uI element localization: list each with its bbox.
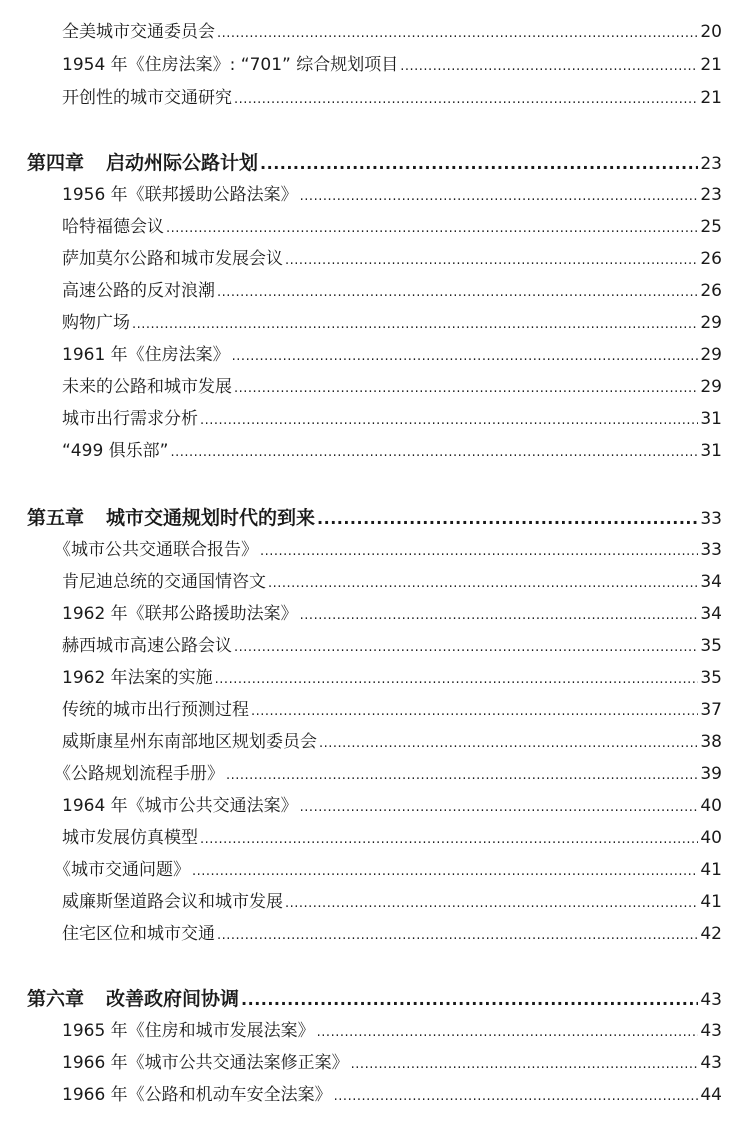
dot-leader [217, 281, 698, 301]
toc-entry-page: 41 [700, 860, 722, 880]
toc-entry-page: 35 [700, 636, 722, 656]
toc-entry[interactable] [0, 244, 750, 272]
chapter-title: 城市交通规划时代的到来 [106, 507, 316, 529]
toc-entry[interactable] [0, 855, 750, 883]
toc-entry-title: 《城市公共交通联合报告》 [54, 540, 258, 560]
dot-leader [260, 152, 698, 174]
toc-entry-title: 传统的城市出行预测过程 [62, 700, 249, 720]
toc-entry-page: 38 [700, 732, 722, 752]
toc-entry-page: 35 [700, 668, 722, 688]
dot-leader [217, 22, 698, 42]
toc-entry[interactable] [0, 599, 750, 627]
toc-entry[interactable] [0, 567, 750, 595]
toc-entry-page: 29 [700, 313, 722, 333]
toc-entry-page: 26 [700, 249, 722, 269]
chapter-heading[interactable] [0, 503, 750, 531]
toc-entry-title: 高速公路的反对浪潮 [62, 281, 215, 301]
toc-entry[interactable] [0, 663, 750, 691]
toc-entry-title: 全美城市交通委员会 [62, 22, 215, 42]
chapter-page: 33 [700, 509, 722, 529]
toc-entry-page: 44 [700, 1085, 722, 1105]
toc-entry[interactable] [0, 695, 750, 723]
dot-leader [192, 860, 698, 880]
toc-entry-page: 34 [700, 604, 722, 624]
chapter-label: 第五章 [27, 507, 85, 529]
chapter-label: 第六章 [27, 988, 85, 1010]
dot-leader [260, 540, 698, 560]
toc-entry[interactable] [0, 50, 750, 78]
dot-leader [319, 732, 698, 752]
dot-leader [226, 764, 698, 784]
dot-leader [300, 796, 699, 816]
toc-entry-title: 1966 年《公路和机动车安全法案》 [62, 1085, 332, 1105]
toc-entry[interactable] [0, 276, 750, 304]
toc-entry-title: 住宅区位和城市交通 [62, 924, 215, 944]
toc-entry-title: 《城市交通问题》 [54, 860, 190, 880]
toc-entry-title: 城市出行需求分析 [62, 409, 198, 429]
dot-leader [217, 924, 698, 944]
dot-leader [285, 892, 698, 912]
toc-entry-page: 40 [700, 796, 722, 816]
toc-entry-page: 21 [700, 55, 722, 75]
toc-entry-title: 1964 年《城市公共交通法案》 [62, 796, 298, 816]
chapter-heading[interactable] [0, 984, 750, 1012]
toc-entry-page: 34 [700, 572, 722, 592]
chapter-heading[interactable] [0, 148, 750, 176]
toc-entry-page: 26 [700, 281, 722, 301]
toc-entry-title: 赫西城市高速公路会议 [62, 636, 232, 656]
toc-entry-title: 1966 年《城市公共交通法案修正案》 [62, 1053, 349, 1073]
toc-entry-title: 1956 年《联邦援助公路法案》 [62, 185, 298, 205]
toc-entry[interactable] [0, 727, 750, 755]
toc-entry-title: 1961 年《住房法案》 [62, 345, 230, 365]
toc-entry-page: 37 [700, 700, 722, 720]
toc-entry-title: 哈特福德会议 [62, 217, 164, 237]
toc-entry-page: 31 [700, 441, 722, 461]
toc-entry[interactable] [0, 17, 750, 45]
dot-leader [351, 1053, 699, 1073]
toc-entry[interactable] [0, 1080, 750, 1108]
toc-entry[interactable] [0, 759, 750, 787]
toc-entry[interactable] [0, 308, 750, 336]
toc-entry-page: 23 [700, 185, 722, 205]
toc-entry-title: 1954 年《住房法案》: “701” 综合规划项目 [62, 55, 399, 75]
toc-entry-title: 1962 年法案的实施 [62, 668, 213, 688]
toc-entry-title: 威斯康星州东南部地区规划委员会 [62, 732, 317, 752]
toc-entry[interactable] [0, 535, 750, 563]
toc-entry[interactable] [0, 436, 750, 464]
toc-entry-page: 39 [700, 764, 722, 784]
dot-leader [300, 185, 699, 205]
dot-leader [334, 1085, 699, 1105]
toc-entry-page: 43 [700, 1053, 722, 1073]
toc-entry[interactable] [0, 212, 750, 240]
toc-entry[interactable] [0, 919, 750, 947]
toc-entry-page: 29 [700, 377, 722, 397]
chapter-title: 启动州际公路计划 [106, 152, 259, 174]
dot-leader [317, 1021, 699, 1041]
toc-entry-page: 40 [700, 828, 722, 848]
dot-leader [200, 828, 698, 848]
toc-entry[interactable] [0, 791, 750, 819]
toc-entry[interactable] [0, 180, 750, 208]
dot-leader [170, 441, 698, 461]
toc-entry[interactable] [0, 404, 750, 432]
dot-leader [234, 636, 698, 656]
toc-entry[interactable] [0, 631, 750, 659]
toc-entry-page: 20 [700, 22, 722, 42]
toc-entry[interactable] [0, 1016, 750, 1044]
toc-entry[interactable] [0, 83, 750, 111]
toc-entry-title: 购物广场 [62, 313, 130, 333]
dot-leader [241, 988, 698, 1010]
toc-entry-page: 29 [700, 345, 722, 365]
toc-entry-title: 1962 年《联邦公路援助法案》 [62, 604, 298, 624]
dot-leader [232, 345, 699, 365]
dot-leader [317, 507, 698, 529]
toc-entry-page: 31 [700, 409, 722, 429]
dot-leader [300, 604, 699, 624]
toc-entry-title: 未来的公路和城市发展 [62, 377, 232, 397]
toc-entry-page: 25 [700, 217, 722, 237]
toc-entry-title: 萨加莫尔公路和城市发展会议 [62, 249, 283, 269]
toc-entry-title: 《公路规划流程手册》 [54, 764, 224, 784]
toc-entry[interactable] [0, 340, 750, 368]
toc-entry-title: 开创性的城市交通研究 [62, 88, 232, 108]
chapter-page: 43 [700, 990, 722, 1010]
toc-entry[interactable] [0, 372, 750, 400]
dot-leader [166, 217, 698, 237]
toc-entry-title: “499 俱乐部” [62, 441, 169, 461]
dot-leader [268, 572, 698, 592]
dot-leader [215, 668, 699, 688]
chapter-title: 改善政府间协调 [106, 988, 240, 1010]
toc-entry-title: 肯尼迪总统的交通国情咨文 [62, 572, 266, 592]
dot-leader [285, 249, 698, 269]
toc-entry-title: 城市发展仿真模型 [62, 828, 198, 848]
toc-entry[interactable] [0, 1048, 750, 1076]
toc-entry-title: 威廉斯堡道路会议和城市发展 [62, 892, 283, 912]
toc-entry-page: 33 [700, 540, 722, 560]
chapter-label: 第四章 [27, 152, 85, 174]
toc-entry-page: 43 [700, 1021, 722, 1041]
toc-entry-page: 41 [700, 892, 722, 912]
dot-leader [200, 409, 698, 429]
dot-leader [400, 55, 698, 75]
toc-entry[interactable] [0, 887, 750, 915]
dot-leader [132, 313, 698, 333]
toc-entry-title: 1965 年《住房和城市发展法案》 [62, 1021, 315, 1041]
toc-entry-page: 21 [700, 88, 722, 108]
toc-entry[interactable] [0, 823, 750, 851]
dot-leader [251, 700, 698, 720]
chapter-page: 23 [700, 154, 722, 174]
toc-entry-page: 42 [700, 924, 722, 944]
dot-leader [234, 377, 698, 397]
dot-leader [234, 88, 698, 108]
